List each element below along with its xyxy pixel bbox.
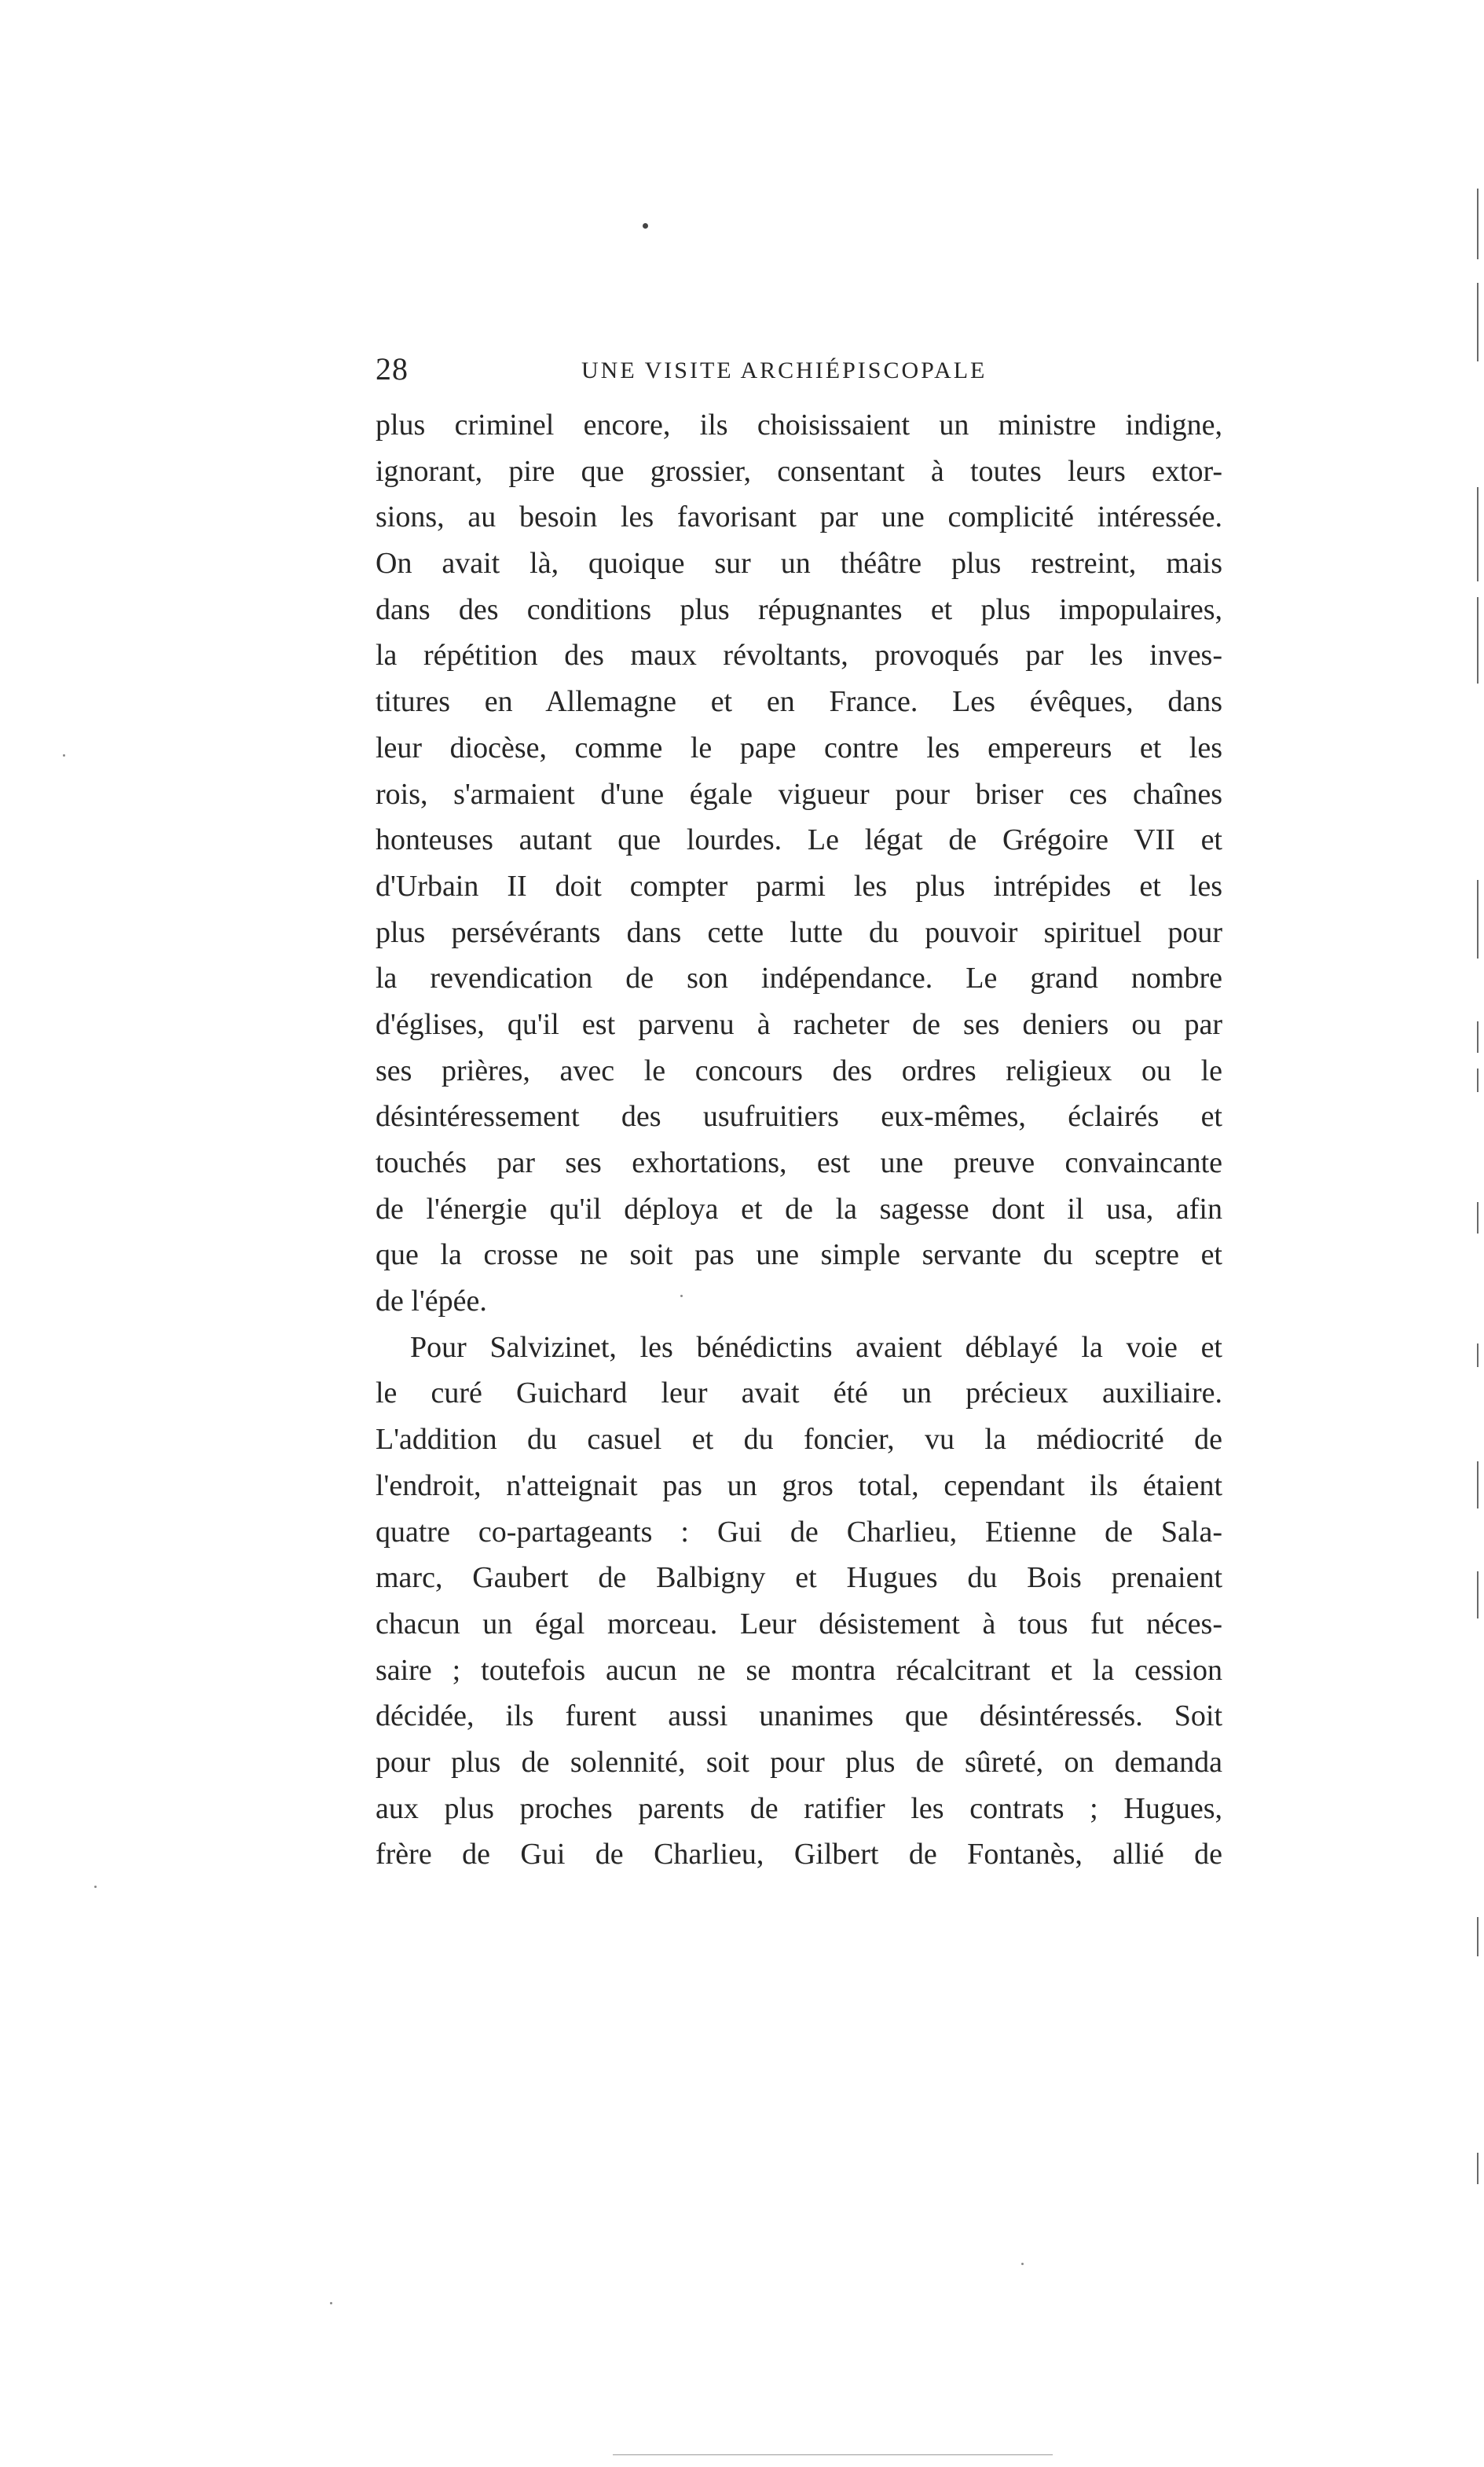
text-line-paragraph-end: de l'épée. — [376, 1285, 487, 1318]
text-line: quatre co-partageants : Gui de Charlieu, Etienne de Sala- — [376, 1515, 1222, 1549]
text-line: honteuses autant que lourdes. Le légat de Grégoire VII et — [376, 823, 1222, 857]
scan-edge-mark — [1477, 283, 1479, 361]
text-line: de l'énergie qu'il déploya et de la sagesse dont il usa, afin — [376, 1192, 1222, 1226]
text-line: titures en Allemagne et en France. Les évêques, dans — [376, 685, 1222, 719]
scan-edge-mark — [1477, 597, 1479, 684]
running-title: UNE VISITE ARCHIÉPISCOPALE — [581, 357, 988, 383]
text-line: chacun un égal morceau. Leur désistement à tous fut néces- — [376, 1607, 1222, 1640]
page-header — [376, 346, 1222, 393]
text-line: dans des conditions plus répugnantes et plus impopulaires, — [376, 592, 1222, 626]
scan-edge-mark — [1477, 2153, 1479, 2184]
scan-edge-mark — [1477, 1069, 1479, 1092]
text-line: leur diocèse, comme le pape contre les empereurs et les — [376, 731, 1222, 764]
body-text — [376, 402, 1222, 1878]
text-line: le curé Guichard leur avait été un précieux auxiliaire. — [376, 1376, 1222, 1410]
text-line: On avait là, quoique sur un théâtre plus restreint, mais — [376, 547, 1222, 581]
text-line: ses prières, avec le concours des ordres religieux ou le — [376, 1054, 1222, 1087]
text-line: plus criminel encore, ils choisissaient un ministre indigne, — [376, 409, 1222, 442]
text-line: rois, s'armaient d'une égale vigueur pour briser ces chaînes — [376, 777, 1222, 811]
text-line: saire ; toutefois aucun ne se montra récalcitrant et la cession — [376, 1653, 1222, 1687]
text-line: l'endroit, n'atteignait pas un gros total, cependant ils étaient — [376, 1468, 1222, 1502]
paper-speck — [680, 1295, 683, 1297]
text-line: la répétition des maux révoltants, provoqués par les inves- — [376, 639, 1222, 673]
text-line: frère de Gui de Charlieu, Gilbert de Fontanès, allié de — [376, 1838, 1222, 1871]
text-line: touchés par ses exhortations, est une preuve convaincante — [376, 1146, 1222, 1179]
text-line: ignorant, pire que grossier, consentant à toutes leurs extor- — [376, 454, 1222, 488]
scan-edge-mark — [1477, 1343, 1479, 1367]
scan-edge-mark — [1477, 1202, 1479, 1234]
scan-edge-mark — [1477, 1461, 1479, 1508]
scan-edge-mark — [1477, 487, 1479, 581]
text-line: d'églises, qu'il est parvenu à racheter de ses deniers ou par — [376, 1007, 1222, 1041]
scan-edge-mark — [1477, 1571, 1479, 1618]
text-line: d'Urbain II doit compter parmi les plus intrépides et les — [376, 869, 1222, 903]
text-line: pour plus de solennité, soit pour plus de sûreté, on demanda — [376, 1745, 1222, 1779]
text-line: plus persévérants dans cette lutte du pouvoir spirituel pour — [376, 915, 1222, 949]
text-line: aux plus proches parents de ratifier les contrats ; Hugues, — [376, 1791, 1222, 1825]
scan-edge-mark — [1477, 880, 1479, 959]
scan-edge-mark — [1477, 1917, 1479, 1956]
printer-mark — [643, 223, 648, 229]
text-line-paragraph-start: Pour Salvizinet, les bénédictins avaient déblayé la voie et — [410, 1330, 1222, 1364]
scan-bottom-line — [613, 2454, 1053, 2455]
scan-edge-mark — [1477, 189, 1479, 259]
text-line: sions, au besoin les favorisant par une complicité intéressée. — [376, 500, 1222, 534]
scan-edge-mark — [1477, 1021, 1479, 1053]
text-line: marc, Gaubert de Balbigny et Hugues du Bois prenaient — [376, 1561, 1222, 1595]
paper-speck — [63, 754, 65, 757]
text-line: que la crosse ne soit pas une simple servante du sceptre et — [376, 1238, 1222, 1272]
text-line: la revendication de son indépendance. Le grand nombre — [376, 962, 1222, 995]
text-line: L'addition du casuel et du foncier, vu la médiocrité de — [376, 1423, 1222, 1457]
paper-speck — [1021, 2263, 1024, 2265]
text-line: désintéressement des usufruitiers eux-mêmes, éclairés et — [376, 1100, 1222, 1134]
paper-speck — [330, 2302, 332, 2304]
page-number: 28 — [376, 351, 409, 387]
text-line: décidée, ils furent aussi unanimes que désintéressés. Soit — [376, 1699, 1222, 1733]
paper-speck — [94, 1886, 97, 1888]
